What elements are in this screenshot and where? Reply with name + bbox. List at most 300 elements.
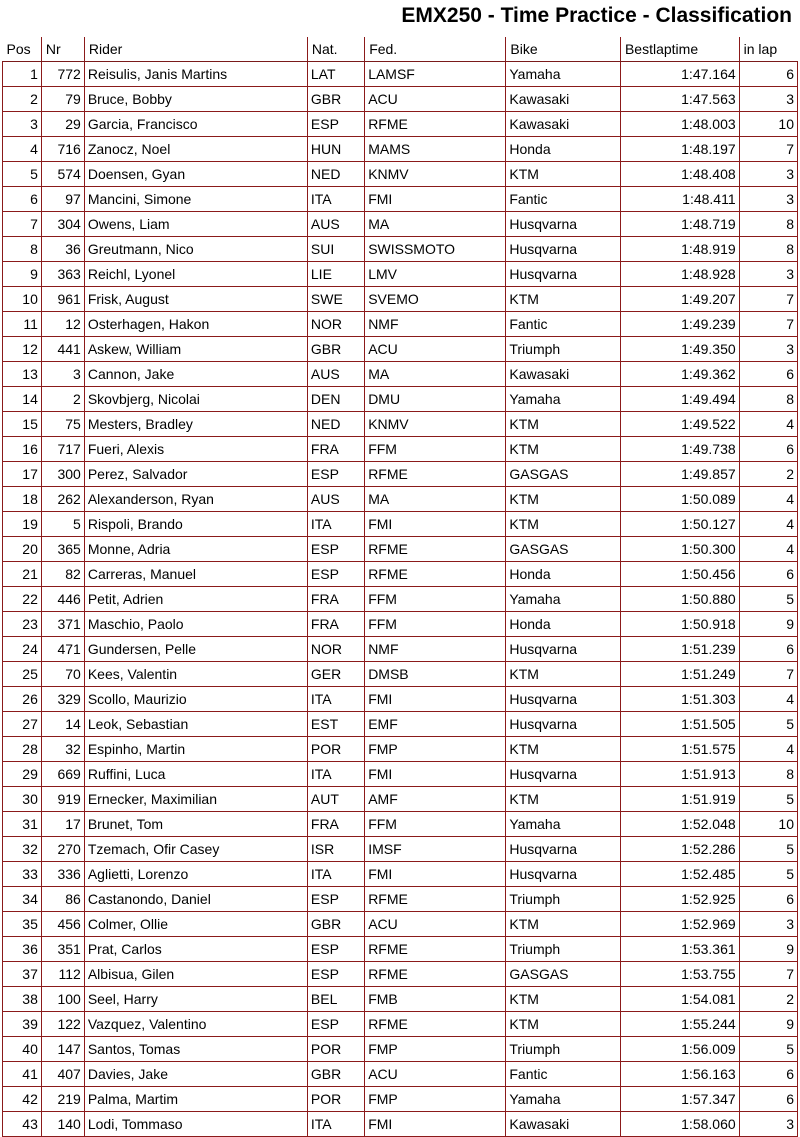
table-row [3, 737, 798, 762]
nat-cell: GER [307, 662, 364, 687]
fed-cell: DMU [365, 387, 506, 412]
nr-cell: 961 [41, 287, 84, 312]
in-lap-cell: 6 [739, 437, 797, 462]
rider-cell: Monne, Adria [84, 537, 307, 562]
nat-cell: POR [307, 1037, 364, 1062]
fed-cell: LMV [365, 262, 506, 287]
fed-cell: AMF [365, 787, 506, 812]
column-header-bestlaptime: Bestlaptime [620, 37, 739, 62]
bike-cell: Yamaha [506, 812, 621, 837]
nr-cell: 365 [41, 537, 84, 562]
nr-cell: 79 [41, 87, 84, 112]
nr-cell: 12 [41, 312, 84, 337]
rider-cell: Albisua, Gilen [84, 962, 307, 987]
nat-cell: ESP [307, 537, 364, 562]
in-lap-cell: 7 [739, 312, 797, 337]
in-lap-cell: 3 [739, 912, 797, 937]
bestlaptime-cell: 1:49.239 [620, 312, 739, 337]
pos-cell: 25 [3, 662, 42, 687]
fed-cell: KNMV [365, 412, 506, 437]
bike-cell: Honda [506, 137, 621, 162]
table-row [3, 637, 798, 662]
bike-cell: KTM [506, 787, 621, 812]
in-lap-cell: 4 [739, 512, 797, 537]
table-row [3, 1112, 798, 1137]
nat-cell: LIE [307, 262, 364, 287]
bestlaptime-cell: 1:49.494 [620, 387, 739, 412]
pos-cell: 6 [3, 187, 42, 212]
nr-cell: 446 [41, 587, 84, 612]
nat-cell: POR [307, 737, 364, 762]
pos-cell: 13 [3, 362, 42, 387]
table-row [3, 487, 798, 512]
nr-cell: 147 [41, 1037, 84, 1062]
fed-cell: DMSB [365, 662, 506, 687]
table-row [3, 187, 798, 212]
bike-cell: Yamaha [506, 62, 621, 87]
bike-cell: KTM [506, 662, 621, 687]
bestlaptime-cell: 1:50.880 [620, 587, 739, 612]
bike-cell: Husqvarna [506, 212, 621, 237]
fed-cell: FMB [365, 987, 506, 1012]
rider-cell: Prat, Carlos [84, 937, 307, 962]
table-row [3, 562, 798, 587]
nr-cell: 122 [41, 1012, 84, 1037]
nat-cell: NED [307, 162, 364, 187]
nat-cell: ESP [307, 112, 364, 137]
bike-cell: Yamaha [506, 387, 621, 412]
nr-cell: 304 [41, 212, 84, 237]
bestlaptime-cell: 1:57.347 [620, 1087, 739, 1112]
nr-cell: 456 [41, 912, 84, 937]
table-row [3, 237, 798, 262]
in-lap-cell: 7 [739, 287, 797, 312]
nr-cell: 441 [41, 337, 84, 362]
nr-cell: 336 [41, 862, 84, 887]
table-row [3, 1012, 798, 1037]
bestlaptime-cell: 1:49.350 [620, 337, 739, 362]
bike-cell: Triumph [506, 1037, 621, 1062]
bestlaptime-cell: 1:56.009 [620, 1037, 739, 1062]
nr-cell: 772 [41, 62, 84, 87]
bike-cell: Husqvarna [506, 637, 621, 662]
bike-cell: Fantic [506, 312, 621, 337]
bestlaptime-cell: 1:53.361 [620, 937, 739, 962]
bike-cell: Fantic [506, 187, 621, 212]
bestlaptime-cell: 1:50.456 [620, 562, 739, 587]
fed-cell: FMP [365, 737, 506, 762]
table-row [3, 437, 798, 462]
nr-cell: 270 [41, 837, 84, 862]
nr-cell: 17 [41, 812, 84, 837]
bike-cell: Husqvarna [506, 687, 621, 712]
rider-cell: Osterhagen, Hakon [84, 312, 307, 337]
pos-cell: 9 [3, 262, 42, 287]
pos-cell: 40 [3, 1037, 42, 1062]
column-header-fed: Fed. [365, 37, 506, 62]
nat-cell: DEN [307, 387, 364, 412]
pos-cell: 3 [3, 112, 42, 137]
nat-cell: AUS [307, 362, 364, 387]
table-row [3, 387, 798, 412]
rider-cell: Reisulis, Janis Martins [84, 62, 307, 87]
pos-cell: 41 [3, 1062, 42, 1087]
pos-cell: 1 [3, 62, 42, 87]
nr-cell: 717 [41, 437, 84, 462]
rider-cell: Brunet, Tom [84, 812, 307, 837]
pos-cell: 29 [3, 762, 42, 787]
nr-cell: 363 [41, 262, 84, 287]
nat-cell: ESP [307, 962, 364, 987]
pos-cell: 7 [3, 212, 42, 237]
table-row [3, 937, 798, 962]
table-row [3, 987, 798, 1012]
nat-cell: ESP [307, 562, 364, 587]
table-row [3, 587, 798, 612]
nat-cell: ISR [307, 837, 364, 862]
rider-cell: Maschio, Paolo [84, 612, 307, 637]
fed-cell: MA [365, 212, 506, 237]
column-header-bike: Bike [506, 37, 621, 62]
bestlaptime-cell: 1:50.300 [620, 537, 739, 562]
table-row [3, 512, 798, 537]
rider-cell: Cannon, Jake [84, 362, 307, 387]
bike-cell: Fantic [506, 1062, 621, 1087]
rider-cell: Garcia, Francisco [84, 112, 307, 137]
bestlaptime-cell: 1:49.522 [620, 412, 739, 437]
table-row [3, 1037, 798, 1062]
in-lap-cell: 4 [739, 487, 797, 512]
rider-cell: Greutmann, Nico [84, 237, 307, 262]
rider-cell: Perez, Salvador [84, 462, 307, 487]
bike-cell: Honda [506, 562, 621, 587]
pos-cell: 22 [3, 587, 42, 612]
nat-cell: GBR [307, 1062, 364, 1087]
rider-cell: Skovbjerg, Nicolai [84, 387, 307, 412]
table-row [3, 62, 798, 87]
bestlaptime-cell: 1:51.505 [620, 712, 739, 737]
bike-cell: Triumph [506, 887, 621, 912]
in-lap-cell: 5 [739, 1037, 797, 1062]
fed-cell: FFM [365, 437, 506, 462]
in-lap-cell: 4 [739, 737, 797, 762]
in-lap-cell: 5 [739, 862, 797, 887]
table-row [3, 762, 798, 787]
bike-cell: Yamaha [506, 1087, 621, 1112]
nat-cell: FRA [307, 587, 364, 612]
pos-cell: 4 [3, 137, 42, 162]
column-header-in-lap: in lap [739, 37, 797, 62]
rider-cell: Espinho, Martin [84, 737, 307, 762]
fed-cell: NMF [365, 312, 506, 337]
pos-cell: 34 [3, 887, 42, 912]
rider-cell: Gundersen, Pelle [84, 637, 307, 662]
in-lap-cell: 7 [739, 662, 797, 687]
table-row [3, 837, 798, 862]
bestlaptime-cell: 1:55.244 [620, 1012, 739, 1037]
in-lap-cell: 8 [739, 212, 797, 237]
bike-cell: GASGAS [506, 962, 621, 987]
rider-cell: Fueri, Alexis [84, 437, 307, 462]
nat-cell: GBR [307, 337, 364, 362]
pos-cell: 27 [3, 712, 42, 737]
bestlaptime-cell: 1:52.969 [620, 912, 739, 937]
rider-cell: Ruffini, Luca [84, 762, 307, 787]
nat-cell: ITA [307, 862, 364, 887]
nr-cell: 262 [41, 487, 84, 512]
nr-cell: 329 [41, 687, 84, 712]
bestlaptime-cell: 1:52.925 [620, 887, 739, 912]
nat-cell: GBR [307, 87, 364, 112]
fed-cell: FMI [365, 187, 506, 212]
bike-cell: Kawasaki [506, 112, 621, 137]
pos-cell: 28 [3, 737, 42, 762]
nat-cell: ESP [307, 937, 364, 962]
nat-cell: ESP [307, 1012, 364, 1037]
fed-cell: SVEMO [365, 287, 506, 312]
bestlaptime-cell: 1:49.362 [620, 362, 739, 387]
nr-cell: 70 [41, 662, 84, 687]
fed-cell: RFME [365, 462, 506, 487]
bike-cell: KTM [506, 287, 621, 312]
fed-cell: ACU [365, 337, 506, 362]
fed-cell: RFME [365, 937, 506, 962]
nat-cell: ITA [307, 762, 364, 787]
fed-cell: FMI [365, 687, 506, 712]
in-lap-cell: 9 [739, 1012, 797, 1037]
nr-cell: 3 [41, 362, 84, 387]
nat-cell: AUS [307, 487, 364, 512]
fed-cell: FMI [365, 1112, 506, 1137]
bike-cell: Husqvarna [506, 712, 621, 737]
rider-cell: Castanondo, Daniel [84, 887, 307, 912]
in-lap-cell: 2 [739, 987, 797, 1012]
table-row [3, 662, 798, 687]
table-row [3, 362, 798, 387]
rider-cell: Bruce, Bobby [84, 87, 307, 112]
bestlaptime-cell: 1:47.164 [620, 62, 739, 87]
in-lap-cell: 3 [739, 87, 797, 112]
rider-cell: Reichl, Lyonel [84, 262, 307, 287]
bike-cell: KTM [506, 987, 621, 1012]
bike-cell: Husqvarna [506, 262, 621, 287]
bike-cell: KTM [506, 412, 621, 437]
bike-cell: GASGAS [506, 462, 621, 487]
nat-cell: ESP [307, 887, 364, 912]
nr-cell: 471 [41, 637, 84, 662]
nat-cell: ITA [307, 687, 364, 712]
bestlaptime-cell: 1:51.239 [620, 637, 739, 662]
table-row [3, 162, 798, 187]
pos-cell: 24 [3, 637, 42, 662]
nr-cell: 716 [41, 137, 84, 162]
rider-cell: Davies, Jake [84, 1062, 307, 1087]
nr-cell: 29 [41, 112, 84, 137]
in-lap-cell: 5 [739, 587, 797, 612]
nr-cell: 100 [41, 987, 84, 1012]
in-lap-cell: 6 [739, 362, 797, 387]
pos-cell: 8 [3, 237, 42, 262]
in-lap-cell: 6 [739, 887, 797, 912]
rider-cell: Frisk, August [84, 287, 307, 312]
nat-cell: HUN [307, 137, 364, 162]
pos-cell: 5 [3, 162, 42, 187]
pos-cell: 19 [3, 512, 42, 537]
bestlaptime-cell: 1:48.197 [620, 137, 739, 162]
nat-cell: SUI [307, 237, 364, 262]
table-row [3, 687, 798, 712]
bestlaptime-cell: 1:56.163 [620, 1062, 739, 1087]
rider-cell: Mesters, Bradley [84, 412, 307, 437]
in-lap-cell: 4 [739, 687, 797, 712]
pos-cell: 39 [3, 1012, 42, 1037]
fed-cell: FMI [365, 512, 506, 537]
in-lap-cell: 7 [739, 137, 797, 162]
bestlaptime-cell: 1:49.857 [620, 462, 739, 487]
column-header-nr: Nr [41, 37, 84, 62]
in-lap-cell: 6 [739, 637, 797, 662]
rider-cell: Zanocz, Noel [84, 137, 307, 162]
in-lap-cell: 3 [739, 262, 797, 287]
nr-cell: 82 [41, 562, 84, 587]
table-row [3, 462, 798, 487]
rider-cell: Alexanderson, Ryan [84, 487, 307, 512]
nr-cell: 669 [41, 762, 84, 787]
fed-cell: ACU [365, 1062, 506, 1087]
nr-cell: 407 [41, 1062, 84, 1087]
in-lap-cell: 7 [739, 962, 797, 987]
in-lap-cell: 3 [739, 1112, 797, 1137]
classification-table [2, 37, 798, 1137]
bike-cell: Kawasaki [506, 87, 621, 112]
in-lap-cell: 3 [739, 187, 797, 212]
bestlaptime-cell: 1:51.303 [620, 687, 739, 712]
rider-cell: Leok, Sebastian [84, 712, 307, 737]
rider-cell: Colmer, Ollie [84, 912, 307, 937]
pos-cell: 42 [3, 1087, 42, 1112]
in-lap-cell: 5 [739, 712, 797, 737]
table-row [3, 862, 798, 887]
pos-cell: 32 [3, 837, 42, 862]
table-row [3, 312, 798, 337]
pos-cell: 15 [3, 412, 42, 437]
fed-cell: ACU [365, 912, 506, 937]
nat-cell: POR [307, 1087, 364, 1112]
nat-cell: FRA [307, 437, 364, 462]
rider-cell: Palma, Martim [84, 1087, 307, 1112]
bestlaptime-cell: 1:47.563 [620, 87, 739, 112]
rider-cell: Rispoli, Brando [84, 512, 307, 537]
bike-cell: Husqvarna [506, 862, 621, 887]
nr-cell: 36 [41, 237, 84, 262]
nat-cell: AUT [307, 787, 364, 812]
rider-cell: Seel, Harry [84, 987, 307, 1012]
bike-cell: Honda [506, 612, 621, 637]
pos-cell: 26 [3, 687, 42, 712]
pos-cell: 2 [3, 87, 42, 112]
nr-cell: 32 [41, 737, 84, 762]
bestlaptime-cell: 1:54.081 [620, 987, 739, 1012]
in-lap-cell: 5 [739, 837, 797, 862]
bestlaptime-cell: 1:48.928 [620, 262, 739, 287]
nat-cell: FRA [307, 612, 364, 637]
rider-cell: Vazquez, Valentino [84, 1012, 307, 1037]
bike-cell: KTM [506, 1012, 621, 1037]
bike-cell: KTM [506, 437, 621, 462]
fed-cell: FMP [365, 1087, 506, 1112]
in-lap-cell: 4 [739, 537, 797, 562]
in-lap-cell: 10 [739, 112, 797, 137]
nr-cell: 75 [41, 412, 84, 437]
bike-cell: Triumph [506, 337, 621, 362]
fed-cell: MA [365, 362, 506, 387]
fed-cell: IMSF [365, 837, 506, 862]
rider-cell: Scollo, Maurizio [84, 687, 307, 712]
bestlaptime-cell: 1:52.048 [620, 812, 739, 837]
bestlaptime-cell: 1:50.918 [620, 612, 739, 637]
nr-cell: 86 [41, 887, 84, 912]
rider-cell: Lodi, Tommaso [84, 1112, 307, 1137]
fed-cell: FMI [365, 862, 506, 887]
table-row [3, 612, 798, 637]
bike-cell: Kawasaki [506, 362, 621, 387]
nat-cell: NOR [307, 312, 364, 337]
fed-cell: RFME [365, 562, 506, 587]
table-row [3, 262, 798, 287]
bestlaptime-cell: 1:50.127 [620, 512, 739, 537]
rider-cell: Ernecker, Maximilian [84, 787, 307, 812]
fed-cell: RFME [365, 887, 506, 912]
pos-cell: 35 [3, 912, 42, 937]
pos-cell: 31 [3, 812, 42, 837]
nat-cell: LAT [307, 62, 364, 87]
bestlaptime-cell: 1:49.738 [620, 437, 739, 462]
rider-cell: Kees, Valentin [84, 662, 307, 687]
in-lap-cell: 8 [739, 387, 797, 412]
bestlaptime-cell: 1:48.411 [620, 187, 739, 212]
page-title: EMX250 - Time Practice - Classification [401, 4, 792, 27]
nat-cell: BEL [307, 987, 364, 1012]
table-row [3, 412, 798, 437]
rider-cell: Carreras, Manuel [84, 562, 307, 587]
nat-cell: ESP [307, 462, 364, 487]
bike-cell: GASGAS [506, 537, 621, 562]
bike-cell: Yamaha [506, 587, 621, 612]
nr-cell: 919 [41, 787, 84, 812]
pos-cell: 12 [3, 337, 42, 362]
fed-cell: FMP [365, 1037, 506, 1062]
table-row [3, 112, 798, 137]
bestlaptime-cell: 1:51.575 [620, 737, 739, 762]
nat-cell: SWE [307, 287, 364, 312]
fed-cell: FFM [365, 812, 506, 837]
rider-cell: Doensen, Gyan [84, 162, 307, 187]
pos-cell: 36 [3, 937, 42, 962]
fed-cell: RFME [365, 1012, 506, 1037]
in-lap-cell: 2 [739, 462, 797, 487]
bestlaptime-cell: 1:49.207 [620, 287, 739, 312]
nr-cell: 574 [41, 162, 84, 187]
bike-cell: KTM [506, 162, 621, 187]
nat-cell: NOR [307, 637, 364, 662]
table-row [3, 212, 798, 237]
pos-cell: 16 [3, 437, 42, 462]
in-lap-cell: 4 [739, 412, 797, 437]
bestlaptime-cell: 1:51.913 [620, 762, 739, 787]
in-lap-cell: 10 [739, 812, 797, 837]
fed-cell: SWISSMOTO [365, 237, 506, 262]
pos-cell: 30 [3, 787, 42, 812]
